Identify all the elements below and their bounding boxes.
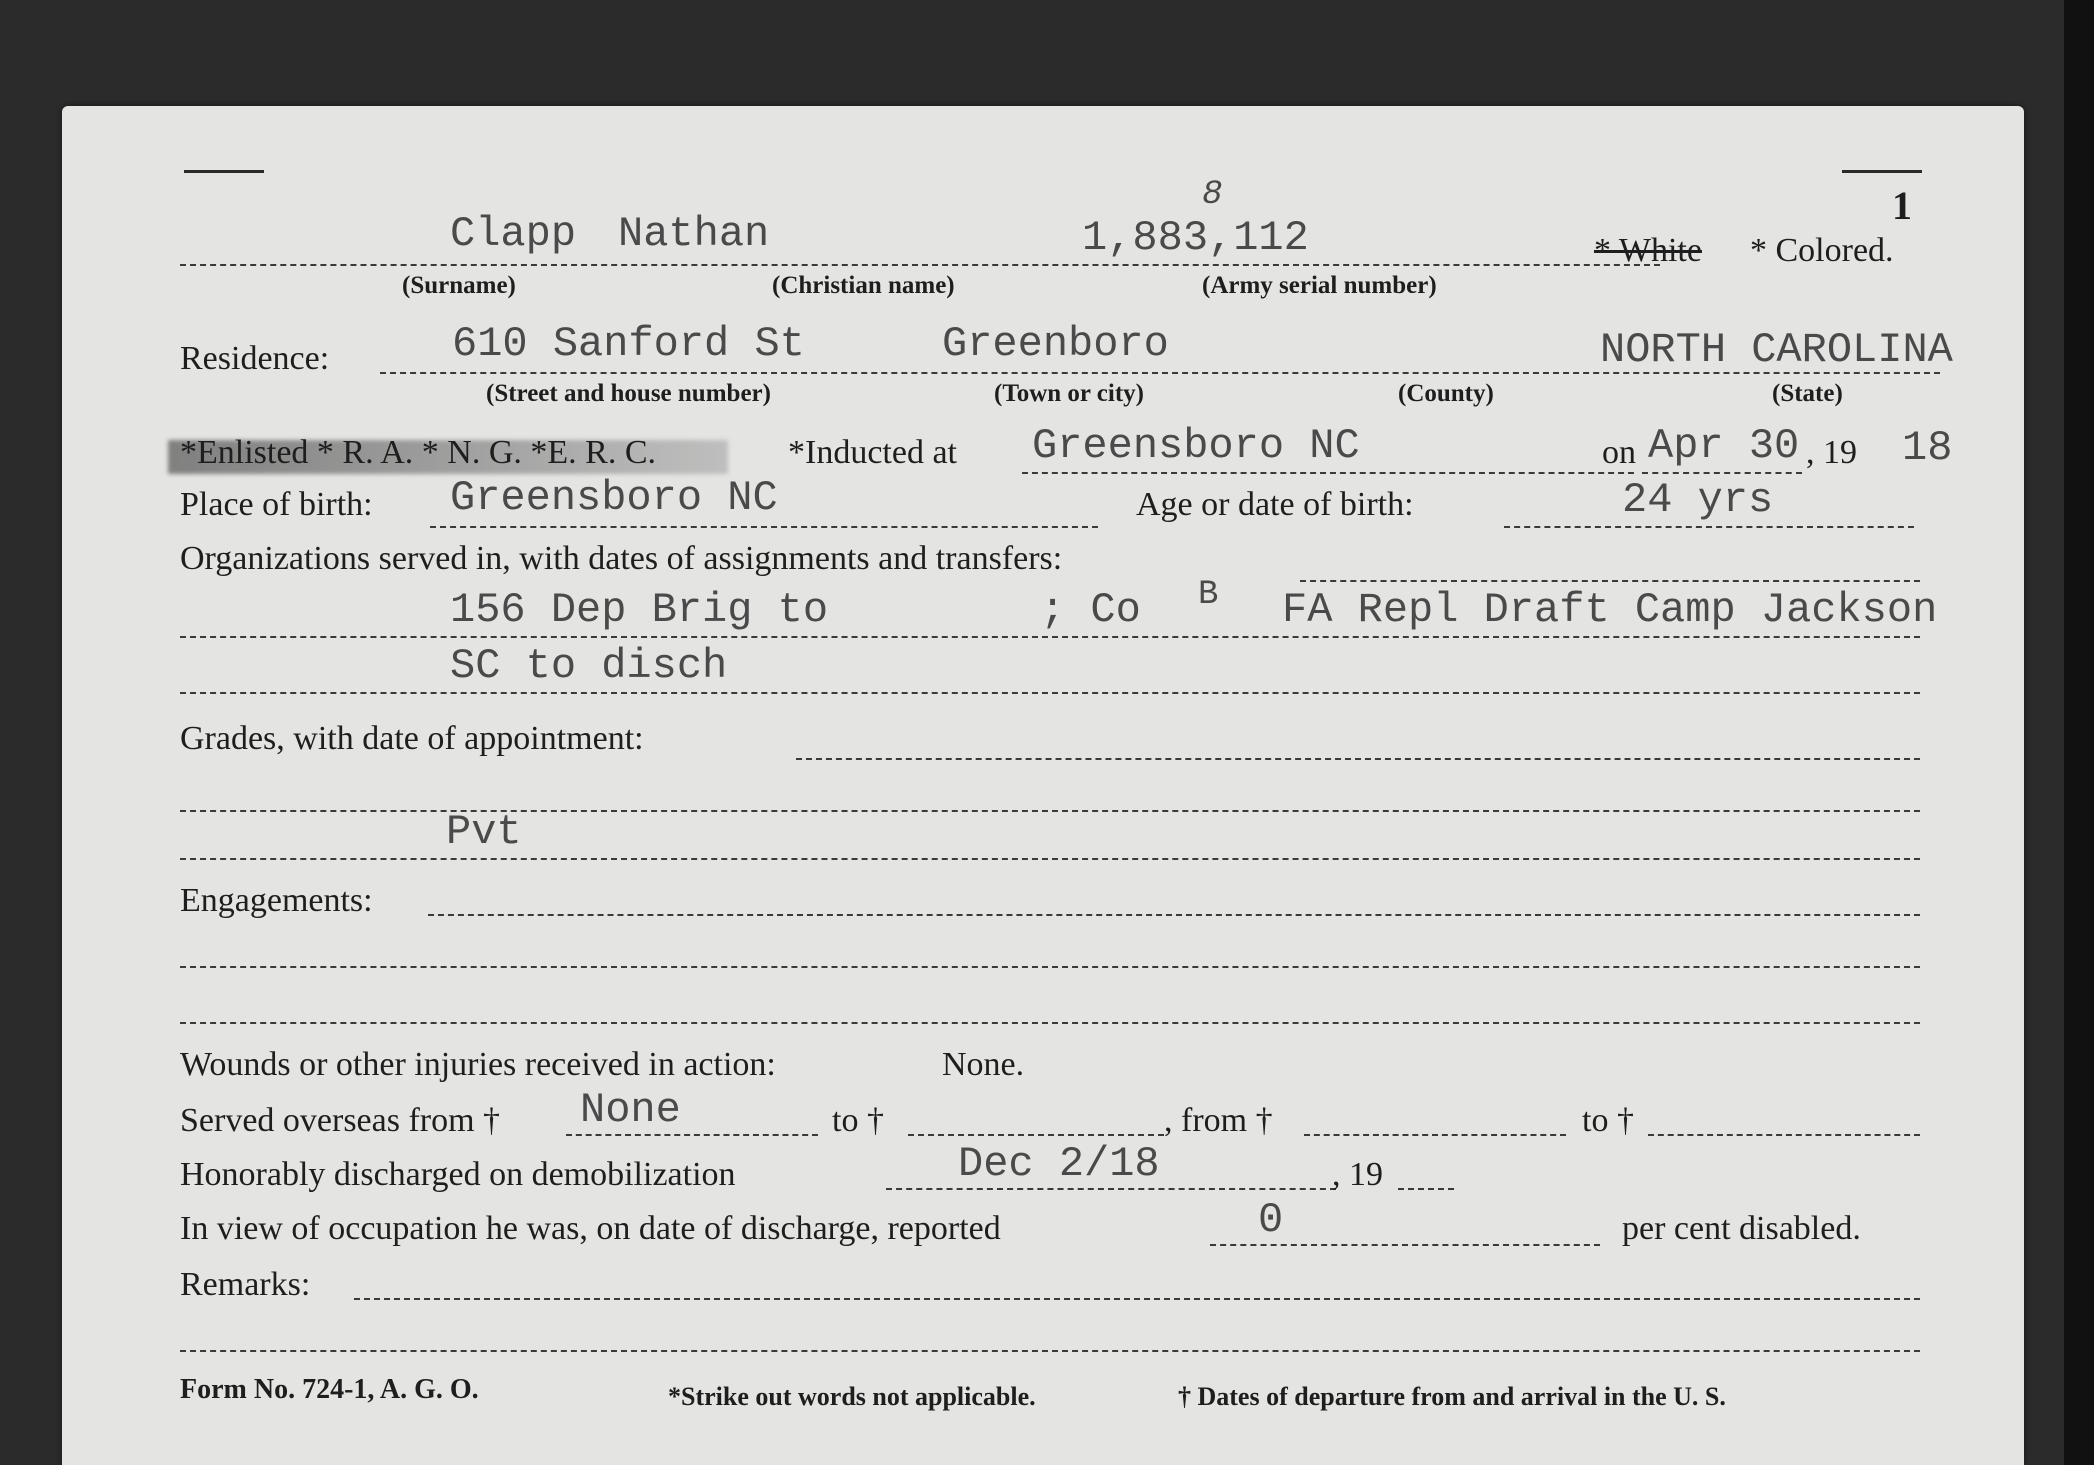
card-number: 1 [1892,183,1912,228]
discharge-year-prefix: , 19 [1332,1156,1383,1193]
surname-value: Clapp [450,210,577,258]
disability-value: 0 [1258,1196,1284,1244]
state-caption: (State) [1772,380,1843,407]
disability-suffix: per cent disabled. [1622,1210,1861,1247]
town-caption: (Town or city) [994,380,1144,407]
footer-note-strike: *Strike out words not applicable. [668,1382,1036,1411]
state-value: NORTH CAROLINA [1600,326,1953,374]
scan-border [2064,0,2094,1465]
discharge-line [886,1188,1336,1190]
organizations-value-1c: B [1198,576,1219,614]
overseas-from-value: None [580,1086,681,1134]
remarks-line-1 [180,1350,1920,1352]
christian-name-value: Nathan [618,210,770,258]
top-left-rule [184,170,264,173]
discharge-year-line [1398,1188,1454,1190]
surname-caption: (Surname) [402,272,516,299]
grades-line-0 [796,758,1920,760]
street-value: 610 Sanford St [452,320,805,368]
army-serial-value: 1,883,112 [1082,214,1309,262]
remarks-line-0 [354,1298,1920,1300]
race-white: * White [1594,232,1702,269]
enlisted-options: *Enlisted * R. A. * N. G. *E. R. C. [180,434,657,471]
remarks-label: Remarks: [180,1266,311,1303]
grades-line-1 [180,810,1920,812]
birth-place-value: Greensboro NC [450,474,778,522]
induction-year-prefix: , 19 [1806,434,1857,471]
birth-place-label: Place of birth: [180,486,373,523]
inducted-place-value: Greensboro NC [1032,422,1360,470]
age-line [1504,526,1914,528]
engagements-line-1 [180,966,1920,968]
engagements-line-0 [428,914,1920,916]
wounds-label: Wounds or other injuries received in action: [180,1046,776,1083]
serial-correction: 8 [1202,176,1223,214]
induction-year-value: 18 [1902,424,1953,472]
overseas-from2-label: , from † [1164,1102,1273,1139]
age-value: 24 yrs [1622,476,1774,524]
discharge-date-value: Dec 2/18 [958,1140,1160,1188]
inducted-label: *Inducted at [788,434,957,471]
organizations-value-1a: 156 Dep Brig to [450,586,829,634]
overseas-to-line [908,1134,1164,1136]
overseas-to2-label: to † [1582,1102,1634,1139]
overseas-to2-line [1648,1134,1920,1136]
christian-name-caption: (Christian name) [772,272,955,299]
grades-line-2 [180,858,1920,860]
inducted-line [1022,472,1634,474]
grades-value: Pvt [446,808,522,856]
organizations-line-1 [180,636,1920,638]
engagements-label: Engagements: [180,882,373,919]
town-value: Greenboro [942,320,1169,368]
top-right-rule [1842,170,1922,173]
organizations-value-2: SC to disch [450,642,728,690]
serial-caption: (Army serial number) [1202,272,1437,299]
footer-note-dates: † Dates of departure from and arrival in the U. S. [1178,1382,1726,1411]
overseas-to-label: to † [832,1102,884,1139]
overseas-from-line [566,1134,818,1136]
discharge-label: Honorably discharged on demobilization [180,1156,736,1193]
organizations-line-2 [180,692,1920,694]
induction-date-line [1642,472,1802,474]
disability-line [1210,1244,1600,1246]
disability-label: In view of occupation he was, on date of discharge, reported [180,1210,1001,1247]
induction-date-value: Apr 30 [1648,422,1800,470]
organizations-value-1b: ; Co [1040,586,1141,634]
race-colored: * Colored. [1750,232,1894,269]
overseas-label: Served overseas from † [180,1102,501,1139]
engagements-line-2 [180,1022,1920,1024]
organizations-value-1d: FA Repl Draft Camp Jackson [1282,586,1938,634]
wounds-value: None. [942,1046,1025,1083]
age-label: Age or date of birth: [1136,486,1414,523]
grades-label: Grades, with date of appointment: [180,720,644,757]
residence-label: Residence: [180,340,330,377]
birth-place-line [430,526,1098,528]
organizations-line-0 [1300,580,1920,582]
overseas-from2-line [1304,1134,1566,1136]
street-caption: (Street and house number) [486,380,771,407]
organizations-label: Organizations served in, with dates of assignments and transfers: [180,540,1063,577]
induction-on-label: on [1602,434,1636,471]
county-caption: (County) [1398,380,1494,407]
name-line [180,264,1660,266]
service-record-card [62,106,2024,1465]
form-number: Form No. 724-1, A. G. O. [180,1374,479,1405]
